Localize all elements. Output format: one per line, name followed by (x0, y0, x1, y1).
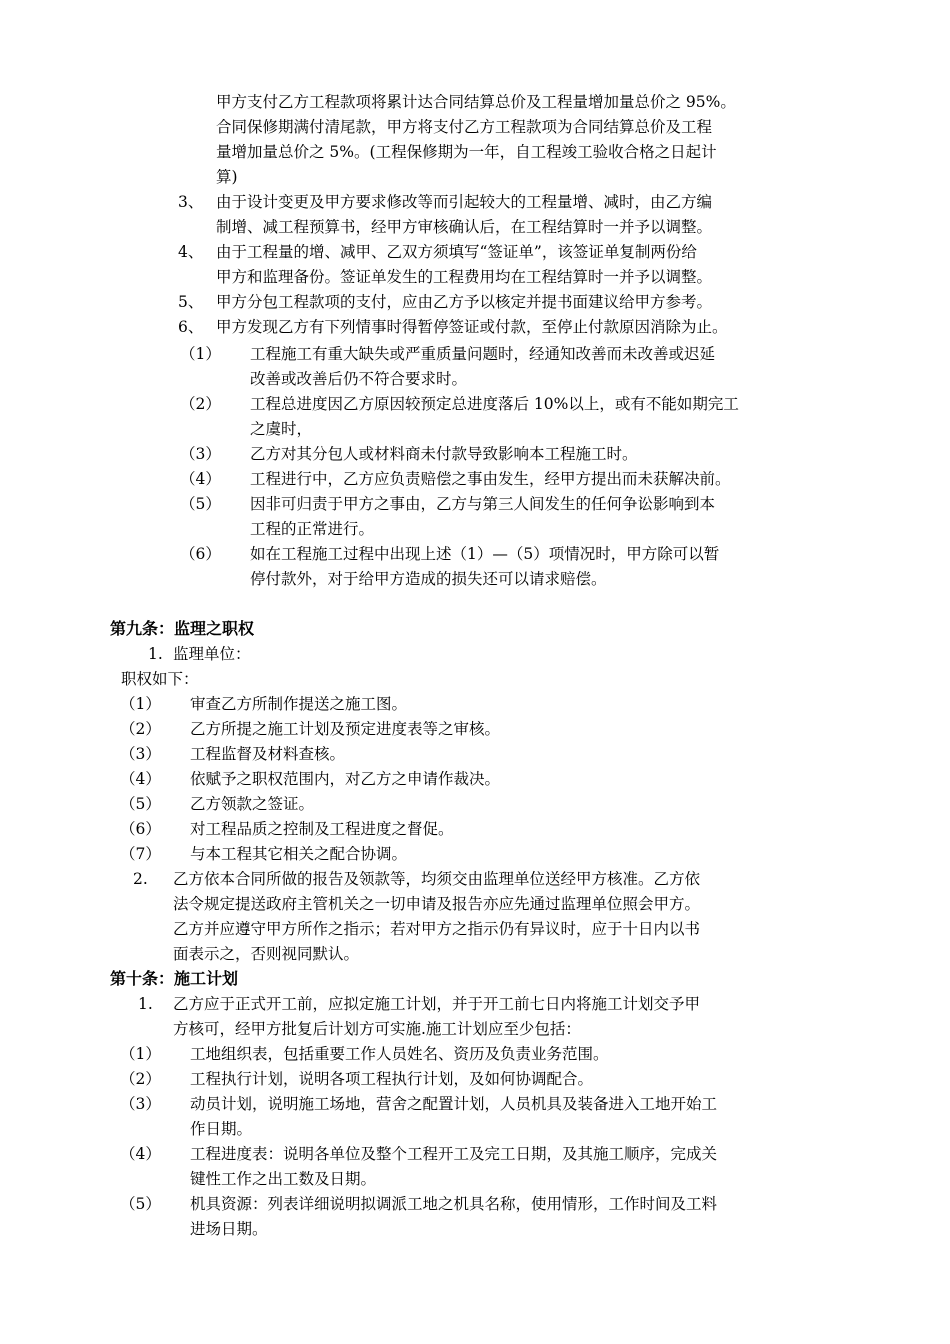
article-10-heading: 第十条：施工计划 (110, 969, 239, 988)
subitem-number: （2） (120, 720, 161, 738)
item-number: 4、 (178, 243, 204, 261)
intro-text: 职权如下： (121, 670, 199, 688)
subitem-number: （1） (180, 345, 221, 363)
subitem-number: （5） (120, 1195, 161, 1213)
subitem-text: 进场日期。 (190, 1220, 268, 1238)
paragraph-line: 甲方支付乙方工程款项将累计达合同结算总价及工程量增加量总价之 95%。 (216, 93, 736, 111)
subitem-text: 工程施工有重大缺失或严重质量问题时，经通知改善而未改善或迟延 (250, 345, 716, 363)
paragraph-line: 合同保修期满付清尾款，甲方将支付乙方工程款项为合同结算总价及工程 (216, 118, 713, 136)
item-text: 由于设计变更及甲方要求修改等而引起较大的工程量增、减时，由乙方编 (216, 193, 713, 211)
subitem-text: 审查乙方所制作提送之施工图。 (190, 695, 408, 713)
item-text: 甲方分包工程款项的支付，应由乙方予以核定并提书面建议给甲方参考。 (216, 293, 713, 311)
subitem-text: 工程监督及材料查核。 (190, 745, 346, 763)
item-number: 6、 (178, 318, 204, 336)
subitem-text: 对工程品质之控制及工程进度之督促。 (190, 820, 454, 838)
subitem-number: （4） (120, 1145, 161, 1163)
item-text: 乙方依本合同所做的报告及领款等，均须交由监理单位送经甲方核准。乙方依 (173, 870, 701, 888)
subitem-text: 乙方对其分包人或材料商未付款导致影响本工程施工时。 (250, 445, 638, 463)
subitem-text: 工程的正常进行。 (250, 520, 375, 538)
item-number: 1. (148, 645, 163, 663)
item-number: 3、 (178, 193, 204, 211)
item-text: 监理单位： (173, 645, 251, 663)
subitem-text: 动员计划，说明施工场地，营舍之配置计划，人员机具及装备进入工地开始工 (190, 1095, 718, 1113)
item-number: 5、 (178, 293, 204, 311)
subitem-text: 与本工程其它相关之配合协调。 (190, 845, 408, 863)
item-text: 由于工程量的增、减甲、乙双方须填写“签证单”，该签证单复制两份给 (216, 243, 697, 261)
subitem-number: （4） (120, 770, 161, 788)
subitem-number: （3） (120, 745, 161, 763)
article-9-heading: 第九条：监理之职权 (110, 619, 255, 638)
item-text: 面表示之，否则视同默认。 (173, 945, 360, 963)
subitem-text: 机具资源：列表详细说明拟调派工地之机具名称，使用情形，工作时间及工料 (190, 1195, 718, 1213)
subitem-text: 键性工作之出工数及日期。 (190, 1170, 377, 1188)
item-text: 制增、减工程预算书，经甲方审核确认后，在工程结算时一并予以调整。 (216, 218, 713, 236)
subitem-number: （2） (120, 1070, 161, 1088)
item-number: 2. (133, 870, 148, 888)
subitem-text: 改善或改善后仍不符合要求时。 (250, 370, 468, 388)
subitem-text: 工程进度表：说明各单位及整个工程开工及完工日期，及其施工顺序，完成关 (190, 1145, 718, 1163)
item-text: 甲方发现乙方有下列情事时得暂停签证或付款，至停止付款原因消除为止。 (216, 318, 728, 336)
paragraph-line: 量增加量总价之 5%。(工程保修期为一年，自工程竣工验收合格之日起计 (216, 143, 717, 161)
subitem-text: 停付款外，对于给甲方造成的损失还可以请求赔偿。 (250, 570, 607, 588)
subitem-number: （4） (180, 470, 221, 488)
item-text: 方核可，经甲方批复后计划方可实施.施工计划应至少包括： (173, 1020, 581, 1038)
subitem-number: （5） (180, 495, 221, 513)
subitem-text: 乙方所提之施工计划及预定进度表等之审核。 (190, 720, 501, 738)
item-text: 乙方并应遵守甲方所作之指示；若对甲方之指示仍有异议时，应于十日内以书 (173, 920, 701, 938)
subitem-number: （1） (120, 1045, 161, 1063)
item-text: 法令规定提送政府主管机关之一切申请及报告亦应先通过监理单位照会甲方。 (173, 895, 701, 913)
item-text: 甲方和监理备份。签证单发生的工程费用均在工程结算时一并予以调整。 (216, 268, 713, 286)
subitem-text: 作日期。 (190, 1120, 253, 1138)
subitem-number: （2） (180, 395, 221, 413)
subitem-number: （6） (120, 820, 161, 838)
subitem-text: 之虞时， (250, 420, 313, 438)
subitem-number: （3） (120, 1095, 161, 1113)
subitem-text: 依赋予之职权范围内，对乙方之申请作裁决。 (190, 770, 501, 788)
subitem-number: （3） (180, 445, 221, 463)
subitem-text: 乙方领款之签证。 (190, 795, 315, 813)
subitem-number: （6） (180, 545, 221, 563)
paragraph-line: 算) (216, 168, 238, 186)
subitem-number: （5） (120, 795, 161, 813)
subitem-text: 工程总进度因乙方原因较预定总进度落后 10%以上，或有不能如期完工 (250, 395, 739, 413)
subitem-text: 工地组织表，包括重要工作人员姓名、资历及负责业务范围。 (190, 1045, 609, 1063)
subitem-text: 工程进行中，乙方应负责赔偿之事由发生，经甲方提出而未获解决前。 (250, 470, 731, 488)
subitem-number: （1） (120, 695, 161, 713)
item-text: 乙方应于正式开工前，应拟定施工计划，并于开工前七日内将施工计划交予甲 (173, 995, 701, 1013)
subitem-number: （7） (120, 845, 161, 863)
subitem-text: 因非可归责于甲方之事由，乙方与第三人间发生的任何争讼影响到本 (250, 495, 716, 513)
subitem-text: 工程执行计划，说明各项工程执行计划，及如何协调配合。 (190, 1070, 594, 1088)
subitem-text: 如在工程施工过程中出现上述（1）—（5）项情况时，甲方除可以暂 (250, 545, 720, 563)
item-number: 1. (138, 995, 153, 1013)
